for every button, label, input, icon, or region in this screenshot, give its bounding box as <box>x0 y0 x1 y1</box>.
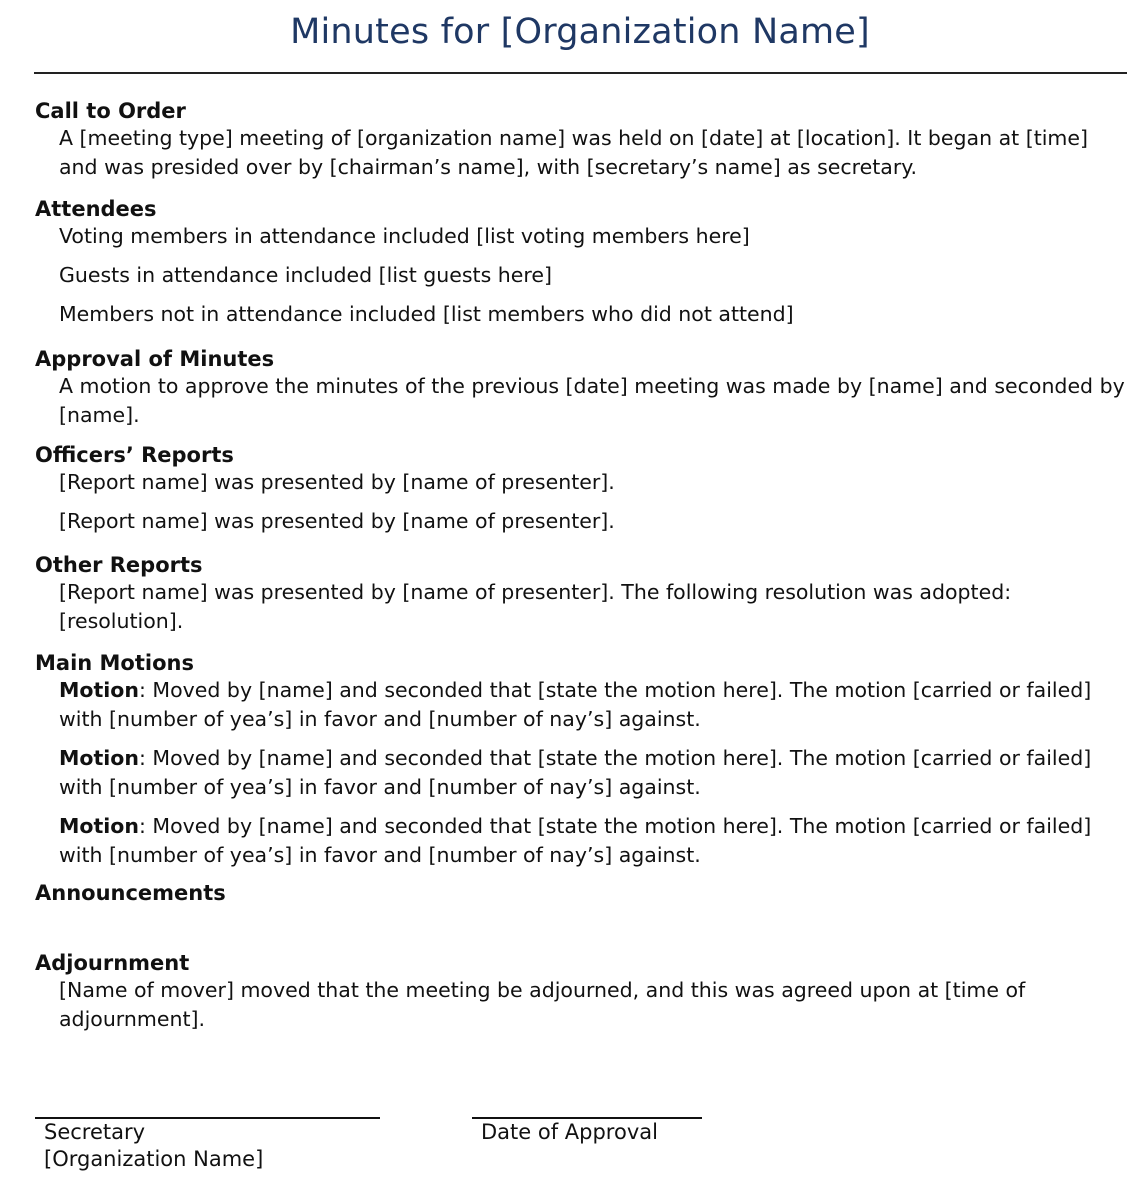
organization-label: [Organization Name] <box>44 1147 264 1171</box>
motion-label: Motion <box>59 814 139 838</box>
section-heading: Other Reports <box>35 553 203 577</box>
section-approval-of-minutes <box>35 346 1125 430</box>
section-heading: Attendees <box>35 197 157 221</box>
document-title: Minutes for [Organization Name] <box>290 12 870 52</box>
section-heading: Main Motions <box>35 651 194 675</box>
motion-item <box>59 676 1125 734</box>
attendee-line: Members not in attendance included [list members who did not attend] <box>59 302 794 326</box>
section-heading: Announcements <box>35 881 226 905</box>
section-text: [Name of mover] moved that the meeting be adjourned, and this was agreed upon at [time of adjournment]. <box>59 978 1026 1031</box>
attendee-line: Voting members in attendance included [list voting members here] <box>59 224 750 248</box>
section-other-reports <box>35 552 1125 636</box>
motion-text: : Moved by [name] and seconded that [state the motion here]. The motion [carried or failed] with [number of yea’s] in favor and [number of nay’s] against. <box>59 814 1092 867</box>
motion-label: Motion <box>59 678 139 702</box>
section-attendees <box>35 196 1125 329</box>
motion-text: : Moved by [name] and seconded that [state the motion here]. The motion [carried or failed] with [number of yea’s] in favor and [number of nay’s] against. <box>59 746 1092 799</box>
motion-item <box>59 812 1125 870</box>
motion-text: : Moved by [name] and seconded that [state the motion here]. The motion [carried or failed] with [number of yea’s] in favor and [number of nay’s] against. <box>59 678 1092 731</box>
section-call-to-order <box>35 98 1125 182</box>
motion-item <box>59 744 1125 802</box>
section-announcements <box>35 880 1125 906</box>
title-divider <box>34 72 1127 74</box>
secretary-label: Secretary <box>44 1120 146 1144</box>
motion-label: Motion <box>59 746 139 770</box>
section-heading: Approval of Minutes <box>35 347 275 371</box>
section-heading: Adjournment <box>35 951 190 975</box>
report-line: [Report name] was presented by [name of presenter]. <box>59 470 615 494</box>
section-text: A motion to approve the minutes of the previous [date] meeting was made by [name] and seconded by [name]. <box>59 374 1125 427</box>
report-line: [Report name] was presented by [name of presenter]. <box>59 509 615 533</box>
section-heading: Call to Order <box>35 99 186 123</box>
section-main-motions <box>35 650 1125 870</box>
section-text: [Report name] was presented by [name of presenter]. The following resolution was adopted: [resolution]. <box>59 580 1012 633</box>
section-text: A [meeting type] meeting of [organization name] was held on [date] at [location]. It began at [time] and was presided over by [chairman’s name], with [secretary’s name] as secretary. <box>59 126 1089 179</box>
section-heading: Officers’ Reports <box>35 443 234 467</box>
section-officers-reports <box>35 442 1125 536</box>
date-of-approval-label: Date of Approval <box>481 1120 658 1144</box>
attendee-line: Guests in attendance included [list guests here] <box>59 263 552 287</box>
section-adjournment <box>35 950 1125 1034</box>
